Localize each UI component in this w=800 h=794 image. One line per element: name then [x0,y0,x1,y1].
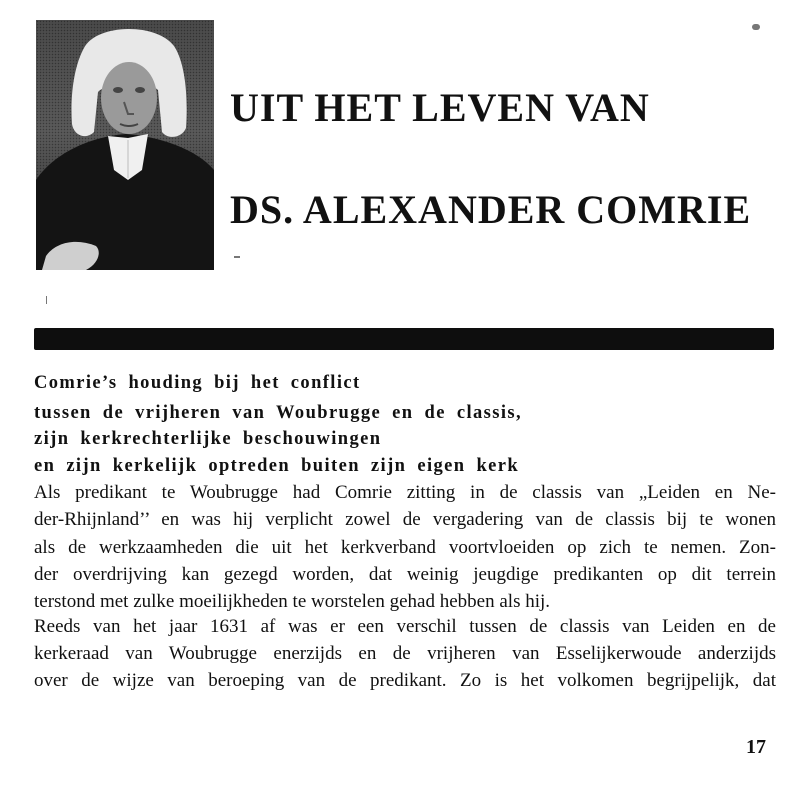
scan-speck [46,296,47,304]
body-text-line: als de werkzaamheden die uit het kerkverband voortvloeiden op zich te nemen. Zon- [34,537,776,558]
body-text-line: over de wijze van beroeping van de predikant. Zo is het volkomen begrijpelijk, dat [34,670,776,691]
scan-speck [234,256,240,258]
page-title-line-1: UIT HET LEVEN VAN [230,85,650,130]
scan-speck [752,24,760,30]
page-number: 17 [746,736,766,758]
body-text-line: Reeds van het jaar 1631 af was er een verschil tussen de classis van Leiden en de [34,616,776,637]
section-heading-line: tussen de vrijheren van Woubrugge en de classis, [34,403,522,423]
body-text-line: kerkeraad van Woubrugge enerzijds en de vrijheren van Esselijkerwoude anderzijds [34,643,776,664]
body-text-line: terstond met zulke moeilijkheden te worstelen gehad hebben als hij. [34,591,551,612]
page-title-line-2: DS. ALEXANDER COMRIE [230,187,752,232]
body-text-line: der overdrijving kan gezegd worden, dat weinig jeugdige predikanten op dit terrein [34,564,776,585]
divider-bar [34,328,774,350]
portrait-engraving-icon [36,20,214,270]
section-heading-line: en zijn kerkelijk optreden buiten zijn eigen kerk [34,456,520,476]
body-text-line: der-Rhijnland’’ en was hij verplicht zowel de vergadering van de classis bij te wonen [34,509,776,530]
section-heading-line: zijn kerkrechterlijke beschouwingen [34,429,382,449]
body-text-line: Als predikant te Woubrugge had Comrie zitting in de classis van „Leiden en Ne- [34,482,776,503]
portrait-image [36,20,214,270]
section-heading-line: Comrie’s houding bij het conflict [34,373,361,393]
